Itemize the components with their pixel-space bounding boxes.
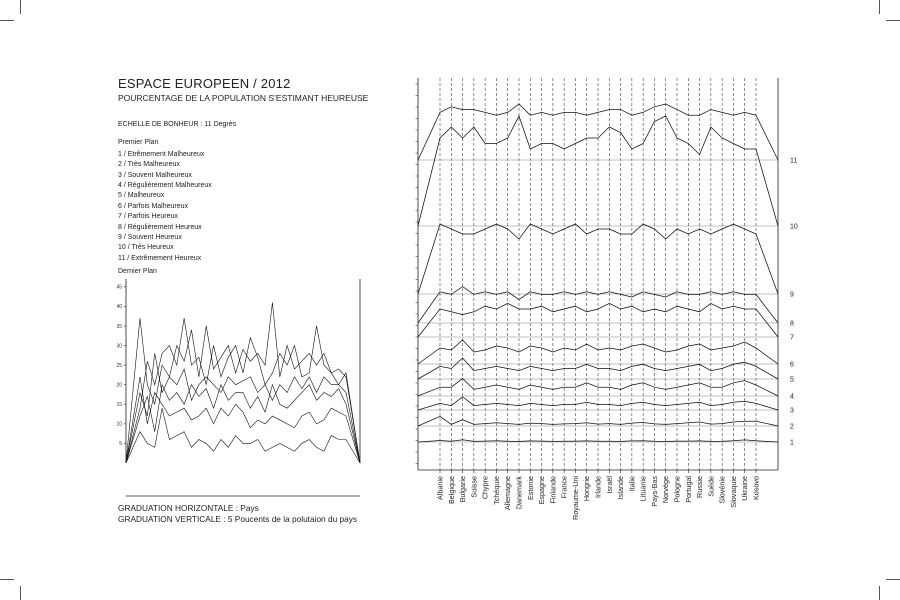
level-series-line: [418, 104, 778, 160]
country-label: Pologne: [672, 476, 682, 503]
level-label: 3: [790, 407, 794, 415]
scale-level-item: 8 / Régulièrement Heureux: [118, 223, 202, 231]
crop-mark: [20, 586, 21, 600]
y-tick-labels: [116, 285, 122, 448]
level-label: 4: [790, 393, 794, 401]
country-label: Allemagne: [503, 476, 513, 510]
level-label: 8: [790, 320, 794, 328]
y-tick-label: 45: [116, 284, 122, 291]
scale-level-item: 6 / Parfois Malheureux: [118, 202, 189, 210]
graduation-horizontal: GRADUATION HORIZONTALE : Pays: [118, 503, 259, 513]
y-tick-label: 35: [116, 323, 122, 330]
country-label: Slovaquie: [728, 476, 738, 508]
country-label: Israël: [604, 476, 614, 494]
scale-level-item: 4 / Régulièrement Malheureux: [118, 182, 212, 190]
series-line: [126, 302, 360, 463]
country-label: Espagne: [537, 476, 547, 505]
country-label: Pays-Bas: [649, 476, 659, 507]
country-label: Finlande: [548, 476, 558, 504]
crop-mark: [886, 20, 900, 21]
crop-mark: [20, 0, 21, 14]
last-plan-label: Dernier Plan: [118, 268, 157, 276]
scale-level-item: 5 / Malheureux: [118, 192, 165, 200]
country-label: Russie: [695, 476, 705, 498]
country-label: Suisse: [469, 476, 479, 498]
country-label: Danemark: [514, 476, 524, 510]
scale-level-item: 2 / Très Malheureux: [118, 161, 180, 169]
y-tick-label: 30: [116, 343, 122, 350]
scale-title: ECHELLE DE BONHEUR : 11 Degrès: [118, 121, 237, 128]
series-line: [126, 385, 360, 463]
y-tick-label: 10: [116, 421, 122, 428]
crop-mark: [0, 20, 14, 21]
scale-level-item: 11 / Extrêmement Heureux: [118, 254, 202, 262]
graduation-vertical: GRADUATION VERTICALE : 5 Poucents de la polutaion du pays: [118, 514, 358, 524]
y-tick-label: 15: [116, 402, 122, 409]
y-tick-label: 20: [116, 382, 122, 389]
happiness-levels-chart: [400, 68, 810, 580]
chart-axes: [416, 78, 779, 473]
page-subtitle: POURCENTAGE DE LA POPULATION S’ESTIMANT HEUREUSE: [118, 93, 369, 103]
scale-level-item: 9 / Souvent Heureux: [118, 234, 182, 242]
chart-axes: [124, 279, 360, 496]
level-label: 5: [790, 376, 794, 384]
first-plan-label: Premier Plan: [118, 139, 159, 147]
country-label: Slovénie: [717, 476, 727, 504]
y-tick-label: 40: [116, 304, 122, 311]
level-label: 9: [790, 291, 794, 299]
scale-level-item: 10 / Très Heureux: [118, 244, 174, 252]
country-label: Estonie: [525, 476, 535, 500]
country-label: Islande: [616, 476, 626, 500]
happiness-scale-legend: [118, 120, 378, 278]
crop-mark: [0, 579, 14, 580]
y-tick-label: 25: [116, 362, 122, 369]
country-label: Kosovo: [751, 476, 761, 500]
country-label: Irlande: [593, 476, 603, 498]
country-label: Hongrie: [582, 476, 592, 502]
country-label: Norvège: [661, 476, 671, 504]
country-label: Albanie: [435, 476, 445, 500]
country-label: Lituanie: [638, 476, 648, 502]
country-label: Belgique: [446, 476, 456, 504]
graduation-notes: [118, 503, 418, 525]
title-block: [118, 76, 398, 103]
chart-series-lines: [126, 302, 360, 463]
country-label: Portugal: [683, 476, 693, 503]
level-label: 6: [790, 361, 794, 369]
y-tick-label: 5: [119, 441, 122, 448]
country-label: Chypre: [480, 476, 490, 500]
level-label: 7: [790, 334, 794, 342]
country-label: Tchéquie: [491, 476, 501, 505]
scale-level-item: 3 / Souvent Malheureux: [118, 171, 192, 179]
country-label: Italie: [627, 476, 637, 492]
country-labels: [436, 476, 761, 520]
page-title: ESPACE EUROPEEN / 2012: [118, 76, 291, 91]
country-guide-lines: [440, 78, 756, 470]
level-label: 1: [790, 439, 794, 447]
scale-level-item: 1 / Etrêmement Malheureux: [118, 150, 205, 158]
country-label: France: [559, 476, 569, 499]
crop-mark: [886, 579, 900, 580]
country-label: Bulgarie: [458, 476, 468, 503]
overlay-line-chart: [110, 275, 380, 497]
crop-mark: [879, 586, 880, 600]
level-label: 10: [790, 223, 798, 231]
level-labels: [790, 158, 798, 447]
crop-mark: [879, 0, 880, 14]
country-label: Suède: [706, 476, 716, 497]
series-line: [126, 408, 360, 463]
level-label: 2: [790, 423, 794, 431]
level-label: 11: [790, 157, 798, 165]
country-label: Ukraine: [740, 476, 750, 501]
scale-level-item: 7 / Parfois Heureux: [118, 213, 178, 221]
country-label: Royaume-Uni: [570, 476, 580, 520]
scale-level-list: [118, 150, 378, 264]
